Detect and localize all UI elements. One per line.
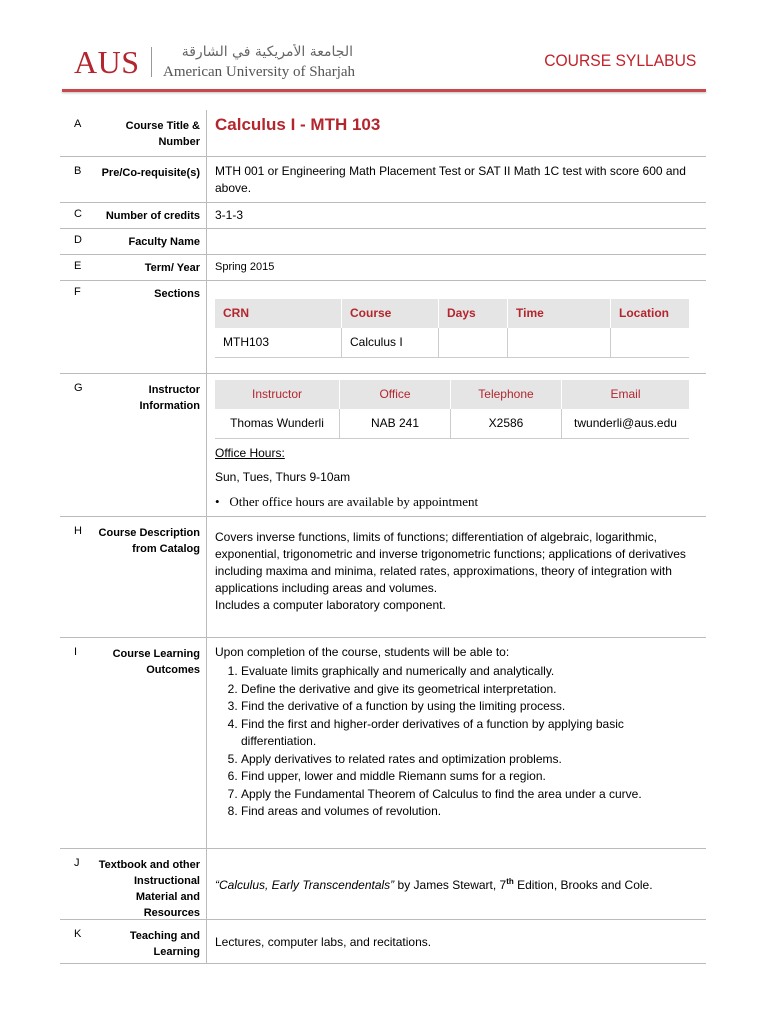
- row-sections: [60, 281, 706, 374]
- office-hours-label: Office Hours:: [215, 446, 285, 460]
- row-label: Textbook and other Instructional Material and Resources: [98, 859, 200, 919]
- outcome-item: 7. Apply the Fundamental Theorem of Calculus to find the area under a curve.: [241, 786, 698, 804]
- sections-header-course: Course: [342, 299, 439, 328]
- row-letter: G: [74, 382, 83, 394]
- row-content: [206, 849, 706, 919]
- outcome-item: 1. Evaluate limits graphically and numerically and analytically.: [241, 663, 698, 681]
- sections-cell-time: [508, 328, 611, 358]
- instructor-cell-office: NAB 241: [340, 409, 451, 439]
- textbook-publisher: Edition, Brooks and Cole.: [513, 878, 653, 892]
- row-letter: C: [74, 208, 82, 220]
- sections-cell-days: [439, 328, 508, 358]
- row-content: Spring 2015: [206, 255, 706, 280]
- row-content: [206, 374, 706, 516]
- row-credits: [60, 203, 706, 229]
- row-label: Pre/Co-requisite(s): [101, 167, 200, 179]
- row-label: Number of credits: [105, 210, 200, 222]
- row-content: [206, 110, 706, 156]
- sections-header-days: Days: [439, 299, 508, 328]
- university-name-arabic: الجامعة الأمريكية في الشارقة: [181, 44, 353, 60]
- row-label: Sections: [154, 288, 200, 300]
- instructor-cell-email: twunderli@aus.edu: [562, 409, 690, 439]
- sections-cell-course: Calculus I: [342, 328, 439, 358]
- row-content: [206, 281, 706, 373]
- textbook-author: by James Stewart, 7: [394, 878, 507, 892]
- office-hours-note: [215, 493, 698, 510]
- instructor-header-telephone: Telephone: [451, 380, 562, 409]
- row-letter: I: [74, 646, 78, 658]
- instructor-header-office: Office: [340, 380, 451, 409]
- page-header: [0, 0, 768, 95]
- instructor-header-name: Instructor: [215, 380, 340, 409]
- row-teaching-learning: [60, 920, 706, 964]
- row-prerequisites: [60, 157, 706, 203]
- textbook-title: “Calculus, Early Transcendentals”: [215, 878, 395, 892]
- course-title: Calculus I - MTH 103: [215, 115, 381, 134]
- row-label: Faculty Name: [128, 236, 200, 248]
- row-textbook: [60, 849, 706, 920]
- row-label: Course Title & Number: [125, 120, 200, 148]
- row-letter: A: [74, 118, 82, 130]
- row-letter: J: [74, 857, 80, 869]
- row-label: Course Learning Outcomes: [112, 648, 200, 676]
- header-divider: [62, 89, 706, 92]
- instructor-cell-name: Thomas Wunderli: [215, 409, 340, 439]
- row-faculty-name: [60, 229, 706, 255]
- course-description-lab: Includes a computer laboratory component.: [215, 598, 446, 612]
- sections-header-crn: CRN: [215, 299, 342, 328]
- row-letter: K: [74, 928, 82, 940]
- outcome-item: 5. Apply derivatives to related rates and optimization problems.: [241, 751, 698, 769]
- sections-header-time: Time: [508, 299, 611, 328]
- university-name-english: American University of Sharjah: [163, 64, 356, 80]
- row-instructor-information: [60, 374, 706, 517]
- row-label: Teaching and Learning: [129, 930, 200, 958]
- row-learning-outcomes: [60, 638, 706, 849]
- outcome-item: 2. Define the derivative and give its geometrical interpretation.: [241, 681, 698, 699]
- outcome-item: 6. Find upper, lower and middle Riemann sums for a region.: [241, 768, 698, 786]
- row-label: Course Description from Catalog: [98, 527, 200, 555]
- sections-table: [215, 299, 689, 358]
- outcome-item: 8. Find areas and volumes of revolution.: [241, 803, 698, 821]
- sections-cell-location: [611, 328, 690, 358]
- row-label: Term/ Year: [144, 262, 200, 274]
- sections-header-location: Location: [611, 299, 690, 328]
- row-course-title: [60, 110, 706, 157]
- row-content: [206, 517, 706, 637]
- outcome-item: 3. Find the derivative of a function by using the limiting process.: [241, 698, 698, 716]
- row-label: Instructor Information: [139, 384, 200, 412]
- syllabus-table: [60, 110, 706, 964]
- office-hours-note-text: Other office hours are available by appointment: [229, 494, 479, 509]
- row-content: Lectures, computer labs, and recitations.: [206, 920, 706, 963]
- row-letter: F: [74, 286, 81, 298]
- row-content: [206, 638, 706, 848]
- university-logo: AUS: [74, 44, 140, 80]
- sections-cell-crn: MTH103: [215, 328, 342, 358]
- instructor-table: [215, 380, 689, 439]
- outcome-item: 4. Find the first and higher-order derivatives of a function by applying basic differentiation.: [241, 716, 698, 751]
- row-content: [206, 229, 706, 254]
- outcomes-list: [241, 663, 698, 821]
- office-hours-times: Sun, Tues, Thurs 9-10am: [215, 470, 351, 484]
- instructor-cell-telephone: X2586: [451, 409, 562, 439]
- course-description: Covers inverse functions, limits of functions; differentiation of algebraic, logarithmic, exponential, trigonometric and inverse trigonometric functions; applications of derivatives including maxima and minima, related rates, approximations, theory of integration with applications including areas and volumes.: [215, 530, 686, 595]
- row-course-description: [60, 517, 706, 638]
- bullet-icon: •: [215, 494, 230, 509]
- row-content: MTH 001 or Engineering Math Placement Test or SAT II Math 1C test with score 600 and above.: [206, 157, 706, 202]
- document-type-heading: COURSE SYLLABUS: [543, 51, 696, 70]
- row-term-year: [60, 255, 706, 281]
- row-letter: B: [74, 165, 82, 177]
- logo-divider: [151, 47, 152, 77]
- row-letter: D: [74, 234, 82, 246]
- textbook-edition-suffix: th: [506, 877, 514, 886]
- row-content: 3-1-3: [206, 203, 706, 228]
- outcomes-intro: Upon completion of the course, students will be able to:: [215, 645, 510, 659]
- instructor-header-email: Email: [562, 380, 690, 409]
- row-letter: E: [74, 260, 82, 272]
- row-letter: H: [74, 525, 82, 537]
